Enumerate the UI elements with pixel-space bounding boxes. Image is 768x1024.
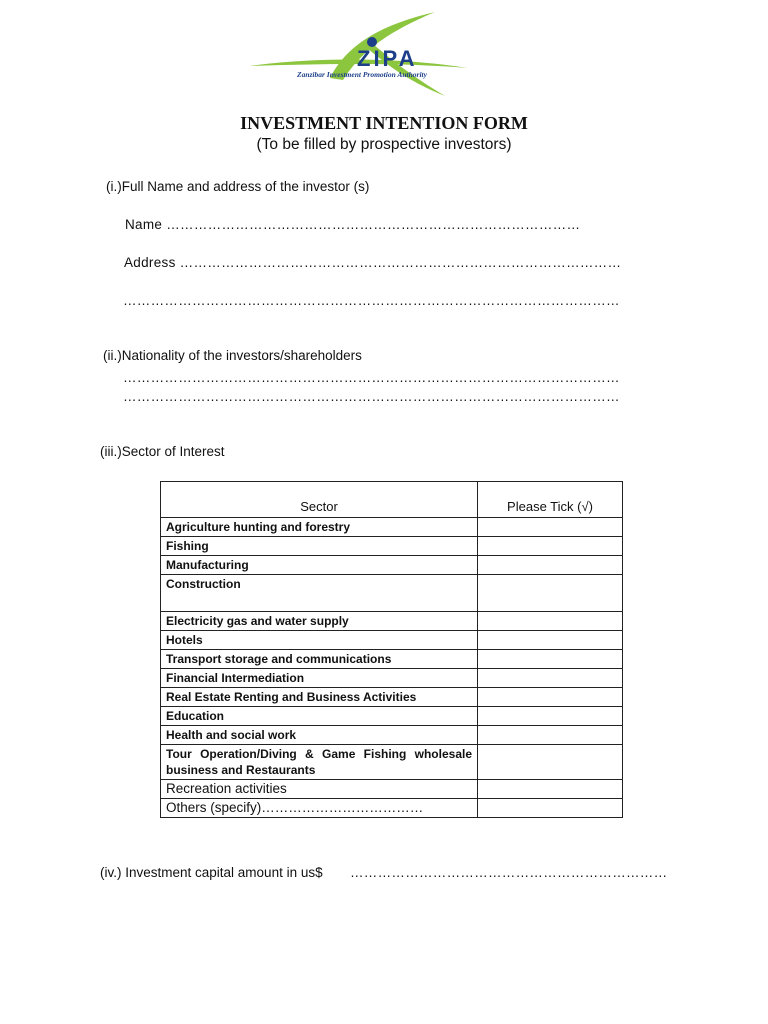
logo-subtitle: Zanzibar Investment Promotion Authority bbox=[297, 70, 427, 79]
form-title: INVESTMENT INTENTION FORM bbox=[240, 113, 528, 133]
sector-name: Construction bbox=[161, 575, 478, 612]
sector-name: Fishing bbox=[161, 537, 478, 556]
table-row bbox=[161, 537, 623, 556]
sector-name-others[interactable]: Others (specify)……………………………… bbox=[161, 799, 478, 818]
table-row bbox=[161, 745, 623, 780]
tick-cell[interactable] bbox=[478, 575, 623, 612]
table-row bbox=[161, 669, 623, 688]
tick-cell[interactable] bbox=[478, 650, 623, 669]
name-field[interactable]: Name ……………………………………………………………………………… bbox=[125, 217, 581, 232]
tick-cell[interactable] bbox=[478, 669, 623, 688]
section2-heading: (ii.)Nationality of the investors/shareholders bbox=[103, 348, 362, 363]
table-row bbox=[161, 556, 623, 575]
sector-name: Transport storage and communications bbox=[161, 650, 478, 669]
tick-cell[interactable] bbox=[478, 556, 623, 575]
tick-cell[interactable] bbox=[478, 799, 623, 818]
capital-amount-field[interactable]: …………………………………………………………… bbox=[350, 865, 668, 880]
tick-cell[interactable] bbox=[478, 780, 623, 799]
tick-cell[interactable] bbox=[478, 726, 623, 745]
sector-name: Real Estate Renting and Business Activities bbox=[161, 688, 478, 707]
section1-heading: (i.)Full Name and address of the investor (s) bbox=[106, 179, 370, 194]
table-row bbox=[161, 726, 623, 745]
sector-name: Health and social work bbox=[161, 726, 478, 745]
address-field[interactable]: Address …………………………………………………………………………………… bbox=[124, 255, 622, 270]
section4-heading: (iv.) Investment capital amount in us$ bbox=[100, 865, 323, 880]
tick-cell[interactable] bbox=[478, 612, 623, 631]
address-field-line2[interactable]: ……………………………………………………………………………………………… bbox=[123, 293, 620, 308]
sector-name: Electricity gas and water supply bbox=[161, 612, 478, 631]
tick-cell[interactable] bbox=[478, 518, 623, 537]
table-row bbox=[161, 799, 623, 818]
logo-wordmark: ZIPA bbox=[357, 46, 418, 71]
sector-name: Education bbox=[161, 707, 478, 726]
sector-column-header: Sector bbox=[161, 482, 478, 518]
zipa-logo bbox=[245, 8, 470, 100]
table-row bbox=[161, 612, 623, 631]
tick-cell[interactable] bbox=[478, 537, 623, 556]
sector-name: Recreation activities bbox=[161, 780, 478, 799]
table-row bbox=[161, 518, 623, 537]
nationality-field-line1[interactable]: ……………………………………………………………………………………………… bbox=[123, 370, 620, 385]
table-header-row bbox=[161, 482, 623, 518]
tick-cell[interactable] bbox=[478, 745, 623, 780]
sector-name: Hotels bbox=[161, 631, 478, 650]
sector-name: Agriculture hunting and forestry bbox=[161, 518, 478, 537]
tick-column-header: Please Tick (√) bbox=[478, 482, 623, 518]
section3-heading: (iii.)Sector of Interest bbox=[100, 444, 225, 459]
sector-name: Financial Intermediation bbox=[161, 669, 478, 688]
sector-name: Tour Operation/Diving & Game Fishing wholesale business and Restaurants bbox=[161, 745, 478, 780]
table-row bbox=[161, 631, 623, 650]
tick-cell[interactable] bbox=[478, 631, 623, 650]
nationality-field-line2[interactable]: ……………………………………………………………………………………………… bbox=[123, 389, 620, 404]
sector-name: Manufacturing bbox=[161, 556, 478, 575]
tick-cell[interactable] bbox=[478, 707, 623, 726]
tick-cell[interactable] bbox=[478, 688, 623, 707]
table-row bbox=[161, 707, 623, 726]
table-row bbox=[161, 575, 623, 612]
table-row bbox=[161, 780, 623, 799]
sector-table bbox=[160, 481, 623, 818]
table-row bbox=[161, 650, 623, 669]
table-row bbox=[161, 688, 623, 707]
form-subtitle: (To be filled by prospective investors) bbox=[256, 136, 512, 153]
